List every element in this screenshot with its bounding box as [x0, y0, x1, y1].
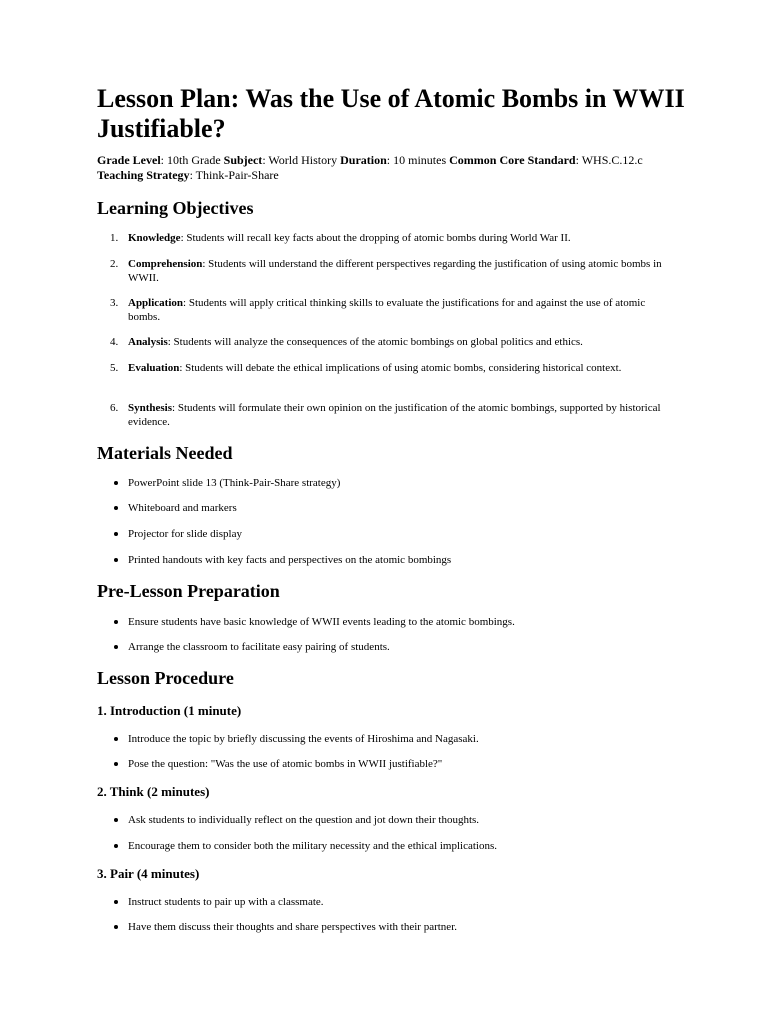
objective-item [110, 257, 668, 285]
item-number: 5. [110, 362, 119, 374]
list-item-text: Arrange the classroom to facilitate easy pairing of students. [128, 641, 390, 653]
bullet-icon [114, 506, 118, 510]
list-item-text: Have them discuss their thoughts and share perspectives with their partner. [128, 921, 457, 933]
list-item-text: Whiteboard and markers [128, 502, 237, 514]
list-item [128, 920, 668, 934]
objective-text: : Students will formulate their own opinion on the justification of the atomic bombings, supported by historical evidence. [128, 402, 661, 428]
list-item [128, 640, 668, 654]
item-number: 6. [110, 402, 119, 414]
objective-term: Evaluation [128, 362, 180, 374]
bullet-icon [114, 532, 118, 536]
bullet-icon [114, 620, 118, 624]
list-item-text: Instruct students to pair up with a classmate. [128, 896, 324, 908]
bullet-icon [114, 900, 118, 904]
materials-heading: Materials Needed [97, 443, 233, 463]
list-item-text: Encourage them to consider both the military necessity and the ethical implications. [128, 840, 498, 852]
bullet-icon [114, 481, 118, 485]
objective-term: Application [128, 297, 184, 309]
list-item [128, 813, 668, 827]
list-item [128, 553, 668, 567]
item-number: 3. [110, 297, 119, 309]
objective-term: Analysis [128, 336, 168, 348]
list-item-text: Ask students to individually reflect on the question and jot down their thoughts. [128, 814, 480, 826]
procedure-heading: Lesson Procedure [97, 668, 234, 688]
preparation-heading: Pre-Lesson Preparation [97, 581, 280, 601]
objective-item [110, 335, 668, 349]
bullet-icon [114, 558, 118, 562]
grade-level-value: : 10th Grade [160, 153, 224, 167]
page-title: Lesson Plan: Was the Use of Atomic Bombs in WWII Justifiable? [97, 84, 685, 143]
objective-term: Synthesis [128, 402, 173, 414]
bullet-icon [114, 645, 118, 649]
item-number: 4. [110, 336, 119, 348]
list-item-text: Ensure students have basic knowledge of WWII events leading to the atomic bombings. [128, 616, 515, 628]
list-item-text: PowerPoint slide 13 (Think-Pair-Share strategy) [128, 477, 341, 489]
procedure-step-heading: 1. Introduction (1 minute) [97, 703, 242, 718]
objective-text: : Students will analyze the consequences of the atomic bombings on global politics and ethics. [167, 336, 583, 348]
bullet-icon [114, 925, 118, 929]
list-item [128, 615, 668, 629]
list-item [128, 476, 668, 490]
objective-term: Comprehension [128, 258, 203, 270]
objective-item [110, 231, 668, 245]
objective-text: : Students will understand the different perspectives regarding the justification of using atomic bombs in WWII. [128, 258, 662, 284]
objective-term: Knowledge [128, 232, 181, 244]
list-item [128, 527, 668, 541]
objective-text: : Students will debate the ethical implications of using atomic bombs, considering historical context. [179, 362, 622, 374]
bullet-icon [114, 762, 118, 766]
item-number: 2. [110, 258, 119, 270]
objective-text: : Students will apply critical thinking skills to evaluate the justifications for and against the use of atomic bombs. [128, 297, 646, 323]
list-item [128, 501, 668, 515]
strategy-label: Teaching Strategy [97, 168, 190, 182]
list-item [128, 839, 668, 853]
subject-label: Subject [223, 153, 263, 167]
objective-item [110, 401, 668, 429]
list-item [128, 732, 668, 746]
bullet-icon [114, 844, 118, 848]
item-number: 1. [110, 232, 119, 244]
procedure-step-heading: 2. Think (2 minutes) [97, 784, 210, 799]
duration-value: : 10 minutes [386, 153, 450, 167]
subject-value: : World History [262, 153, 341, 167]
list-item-text: Projector for slide display [128, 528, 242, 540]
list-item-text: Printed handouts with key facts and perspectives on the atomic bombings [128, 554, 452, 566]
list-item-text: Introduce the topic by briefly discussing the events of Hiroshima and Nagasaki. [128, 733, 479, 745]
objective-item [110, 296, 668, 324]
list-item [128, 757, 668, 771]
lesson-meta [97, 153, 697, 183]
standard-value: : WHS.C.12.c [575, 153, 643, 167]
objective-item [110, 361, 668, 375]
list-item [128, 895, 668, 909]
procedure-step-heading: 3. Pair (4 minutes) [97, 866, 200, 881]
strategy-value: : Think-Pair-Share [189, 168, 279, 182]
duration-label: Duration [340, 153, 387, 167]
bullet-icon [114, 737, 118, 741]
grade-level-label: Grade Level [97, 153, 161, 167]
list-item-text: Pose the question: "Was the use of atomic bombs in WWII justifiable?" [128, 758, 443, 770]
objectives-heading: Learning Objectives [97, 198, 254, 218]
objective-text: : Students will recall key facts about the dropping of atomic bombs during World War II. [180, 232, 571, 244]
bullet-icon [114, 818, 118, 822]
standard-label: Common Core Standard [449, 153, 576, 167]
